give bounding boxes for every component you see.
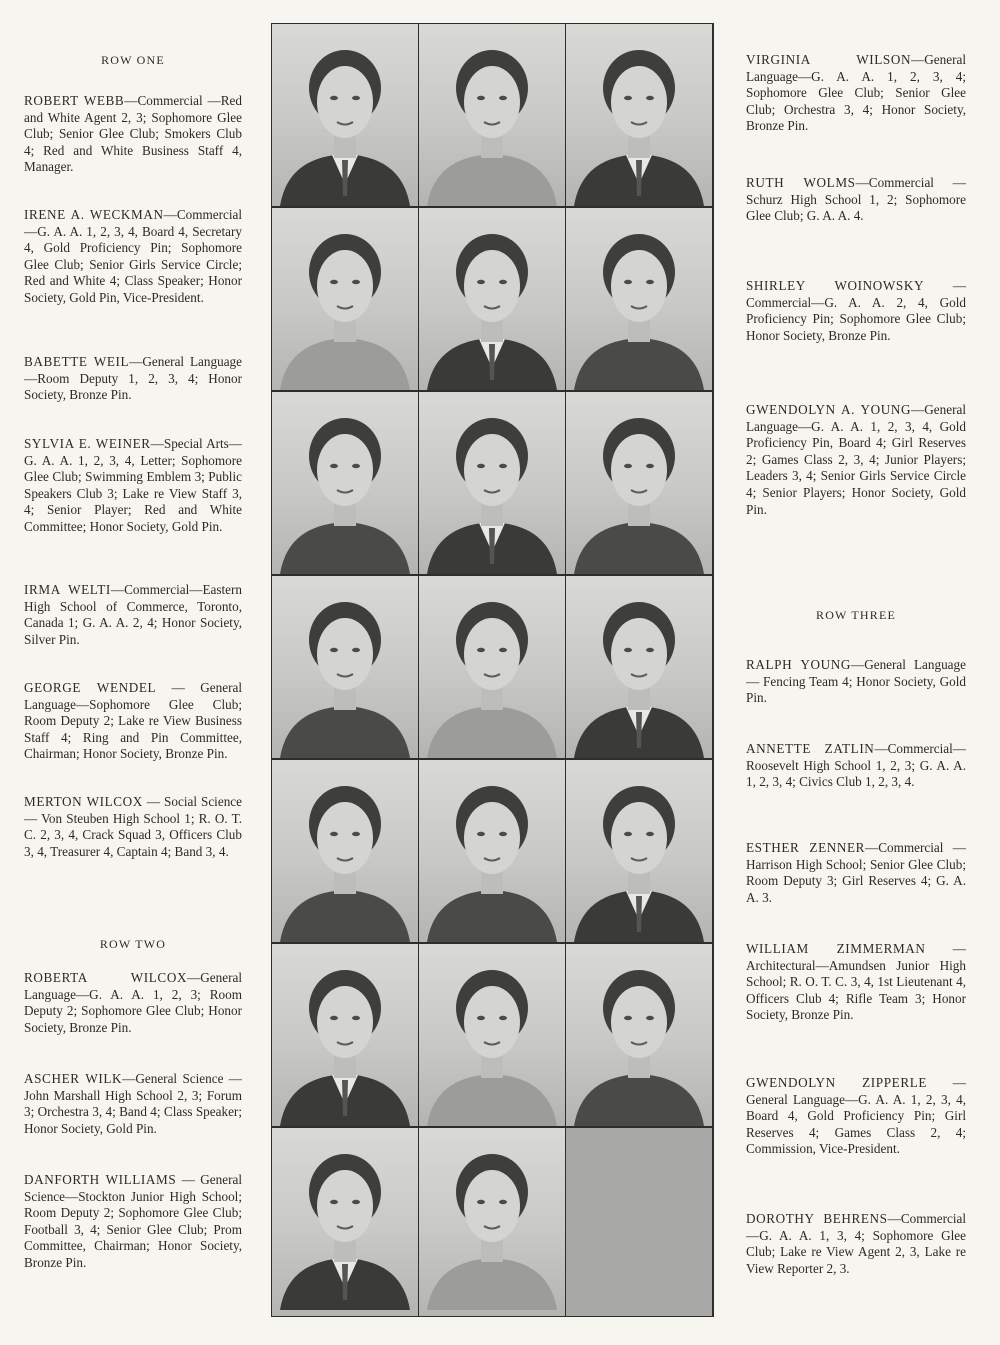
- student-bio: —General Language — Fencing Team 4; Honor Society, Gold Pin.: [746, 657, 966, 706]
- student-name: GEORGE WENDEL: [24, 680, 157, 695]
- portrait-eye: [646, 464, 654, 468]
- portrait-silhouette: [272, 24, 418, 206]
- student-name: SHIRLEY WOINOWSKY: [746, 278, 925, 293]
- portrait-eye: [352, 1016, 360, 1020]
- bio-entry: [24, 970, 242, 1036]
- student-name: BABETTE WEIL: [24, 354, 130, 369]
- student-name: GWENDOLYN ZIPPERLE: [746, 1075, 928, 1090]
- portrait-body: [574, 338, 704, 390]
- portrait-tie: [342, 1080, 348, 1116]
- portrait-eye: [624, 280, 632, 284]
- portrait-eye: [330, 1016, 338, 1020]
- portrait-eye: [352, 832, 360, 836]
- portrait-silhouette: [419, 24, 565, 206]
- student-name: DOROTHY BEHRENS: [746, 1211, 888, 1226]
- portrait-silhouette: [566, 392, 712, 574]
- portrait-tie: [342, 1264, 348, 1300]
- student-bio: — Commercial—G. A. A. 2, 4, Gold Proficiency Pin; Sophomore Glee Club; Honor Society, Bronze Pin.: [746, 278, 967, 343]
- portrait-eye: [352, 1200, 360, 1204]
- portrait-eye: [499, 464, 507, 468]
- bio-entry: [24, 1172, 242, 1272]
- portrait-body: [280, 338, 410, 390]
- portrait-eye: [499, 648, 507, 652]
- portrait-body: [427, 706, 557, 758]
- portrait-eye: [646, 96, 654, 100]
- bio-entry: [746, 657, 966, 707]
- portrait-photo: [566, 208, 712, 390]
- student-name: RALPH YOUNG: [746, 657, 852, 672]
- portrait-photo: [272, 576, 418, 758]
- portrait-face: [464, 802, 520, 874]
- portrait-body: [427, 1258, 557, 1310]
- bio-entry: [24, 207, 242, 307]
- student-bio: —Commercial—Eastern High School of Commerce, Toronto, Canada 1; G. A. A. 2, 4; Honor Society, Silver Pin.: [24, 582, 242, 647]
- student-bio: — Social Science — Von Steuben High School 1; R. O. T. C. 2, 3, 4, Crack Squad 3, Officers Club 3, 4, Treasurer 4, Captain 4; Band 3, 4.: [24, 794, 242, 859]
- portrait-photo: [419, 576, 565, 758]
- portrait-photo: [419, 944, 565, 1126]
- bio-entry: [24, 794, 242, 860]
- portrait-eye: [477, 1016, 485, 1020]
- portrait-eye: [646, 280, 654, 284]
- portrait-tie: [342, 160, 348, 196]
- portrait-tie: [489, 528, 495, 564]
- portrait-eye: [330, 280, 338, 284]
- student-name: WILLIAM ZIMMERMAN: [746, 941, 926, 956]
- portrait-face: [611, 434, 667, 506]
- portrait-eye: [477, 96, 485, 100]
- portrait-photo: [566, 760, 712, 942]
- portrait-face: [611, 66, 667, 138]
- student-bio: — General Language—Sophomore Glee Club; Room Deputy 2; Lake re View Business Staff 4; Ring and Pin Committee, Chairman; Honor Society, Bronze Pin.: [24, 680, 243, 762]
- row-two-heading: ROW TWO: [99, 937, 167, 951]
- portrait-eye: [352, 280, 360, 284]
- portrait-face: [611, 250, 667, 322]
- student-name: SYLVIA E. WEINER: [24, 436, 151, 451]
- portrait-silhouette: [566, 576, 712, 758]
- portrait-face: [317, 434, 373, 506]
- portrait-eye: [624, 96, 632, 100]
- empty-photo-slot: [566, 1128, 712, 1316]
- portrait-eye: [477, 648, 485, 652]
- portrait-face: [317, 802, 373, 874]
- bio-entry: [746, 278, 966, 344]
- portrait-face: [317, 66, 373, 138]
- portrait-photo: [419, 208, 565, 390]
- student-name: ROBERTA WILCOX: [24, 970, 188, 985]
- portrait-face: [317, 618, 373, 690]
- portrait-silhouette: [419, 576, 565, 758]
- portrait-face: [464, 434, 520, 506]
- portrait-photo: [566, 944, 712, 1126]
- student-bio: —General Language—G. A. A. 1, 2, 3, 4; Sophomore Glee Club; Senior Glee Club; Orchestra 3, 4; Honor Society, Bronze Pin.: [746, 52, 966, 134]
- portrait-face: [464, 1170, 520, 1242]
- student-bio: —General Language—G. A. A. 1, 2, 3; Room Deputy 2; Sophomore Glee Club; Honor Society, Bronze Pin.: [24, 970, 242, 1035]
- portrait-photo: [566, 392, 712, 574]
- portrait-silhouette: [272, 576, 418, 758]
- portrait-photo: [566, 24, 712, 206]
- portrait-silhouette: [272, 392, 418, 574]
- portrait-face: [317, 986, 373, 1058]
- bio-entry: [24, 1071, 242, 1137]
- bio-entry: [24, 93, 242, 176]
- portrait-eye: [499, 1200, 507, 1204]
- portrait-eye: [499, 832, 507, 836]
- portrait-photo: [419, 760, 565, 942]
- portrait-photo: [566, 576, 712, 758]
- portrait-face: [611, 986, 667, 1058]
- student-name: IRENE A. WECKMAN: [24, 207, 164, 222]
- portrait-eye: [624, 648, 632, 652]
- portrait-face: [464, 250, 520, 322]
- student-name: DANFORTH WILLIAMS: [24, 1172, 177, 1187]
- portrait-eye: [499, 96, 507, 100]
- portrait-silhouette: [566, 760, 712, 942]
- portrait-body: [427, 890, 557, 942]
- bio-entry: [24, 680, 242, 763]
- bio-entry: [24, 436, 242, 536]
- student-name: ROBERT WEBB: [24, 93, 125, 108]
- portrait-photo: [272, 1128, 418, 1316]
- portrait-body: [280, 890, 410, 942]
- portrait-body: [574, 1074, 704, 1126]
- student-bio: —General Language—Room Deputy 1, 2, 3, 4; Honor Society, Bronze Pin.: [24, 354, 242, 403]
- portrait-silhouette: [272, 1128, 418, 1310]
- portrait-face: [317, 250, 373, 322]
- student-name: GWENDOLYN A. YOUNG: [746, 402, 912, 417]
- portrait-eye: [352, 648, 360, 652]
- student-bio: —Commercial — Harrison High School; Senior Glee Club; Room Deputy 3; Girl Reserves 4; G. A. A. 3.: [746, 840, 966, 905]
- portrait-tie: [636, 712, 642, 748]
- row-three-heading: ROW THREE: [815, 608, 897, 622]
- portrait-face: [464, 618, 520, 690]
- bio-entry: [746, 52, 966, 135]
- portrait-eye: [477, 832, 485, 836]
- portrait-eye: [624, 832, 632, 836]
- student-bio: —Commercial—Roosevelt High School 1, 2, 3; G. A. A. 1, 2, 3, 4; Civics Club 1, 2, 3, 4.: [746, 741, 966, 790]
- portrait-eye: [477, 1200, 485, 1204]
- portrait-eye: [499, 280, 507, 284]
- portrait-eye: [330, 832, 338, 836]
- portrait-tie: [636, 896, 642, 932]
- portrait-body: [280, 522, 410, 574]
- portrait-eye: [646, 832, 654, 836]
- bio-entry: [24, 354, 242, 404]
- student-bio: —Commercial —Schurz High School 1, 2; Sophomore Glee Club; G. A. A. 4.: [746, 175, 966, 224]
- portrait-tie: [636, 160, 642, 196]
- student-bio: — General Language—G. A. A. 1, 2, 3, 4, Board 4, Gold Proficiency Pin; Girl Reserves 4; Games Class 2, 4; Commission, Vice-President.: [746, 1075, 966, 1157]
- bio-entry: [746, 402, 966, 518]
- portrait-eye: [646, 1016, 654, 1020]
- student-name: ESTHER ZENNER: [746, 840, 866, 855]
- portrait-eye: [330, 1200, 338, 1204]
- student-name: ANNETTE ZATLIN: [746, 741, 875, 756]
- student-bio: —Commercial —Red and White Agent 2, 3; Sophomore Glee Club; Senior Glee Club; Smokers Club 4; Red and White Business Staff 4, Manager.: [24, 93, 242, 175]
- bio-entry: [746, 175, 966, 225]
- portrait-silhouette: [272, 208, 418, 390]
- portrait-silhouette: [566, 944, 712, 1126]
- row-one-heading: ROW ONE: [101, 53, 165, 67]
- portrait-photo: [419, 24, 565, 206]
- portrait-eye: [624, 1016, 632, 1020]
- student-name: RUTH WOLMS: [746, 175, 856, 190]
- portrait-eye: [330, 464, 338, 468]
- portrait-face: [464, 986, 520, 1058]
- portrait-photo: [272, 24, 418, 206]
- student-bio: — Architectural—Amundsen Junior High School; R. O. T. C. 3, 4, 1st Lieutenant 4, Officers Club 4; Rifle Team 3; Honor Society, Bronze Pin.: [746, 941, 966, 1023]
- portrait-body: [427, 1074, 557, 1126]
- portrait-face: [611, 618, 667, 690]
- student-name: VIRGINIA WILSON: [746, 52, 912, 67]
- bio-entry: [746, 1075, 966, 1158]
- bio-entry: [24, 582, 242, 648]
- portrait-eye: [499, 1016, 507, 1020]
- student-bio: — General Science—Stockton Junior High School; Room Deputy 2; Sophomore Glee Club; Football 3, 4; Senior Glee Club; Prom Committee, Chairman; Honor Society, Bronze Pin.: [24, 1172, 242, 1270]
- portrait-eye: [646, 648, 654, 652]
- portrait-silhouette: [566, 24, 712, 206]
- portrait-silhouette: [419, 392, 565, 574]
- portrait-eye: [477, 464, 485, 468]
- portrait-grid: [271, 23, 714, 1317]
- portrait-face: [317, 1170, 373, 1242]
- student-name: IRMA WELTI: [24, 582, 111, 597]
- portrait-face: [464, 66, 520, 138]
- portrait-eye: [477, 280, 485, 284]
- student-bio: —Commercial—G. A. A. 1, 3, 4; Sophomore Glee Club; Lake re View Agent 2, 3, Lake re View Reporter 2, 3.: [746, 1211, 966, 1276]
- portrait-photo: [272, 944, 418, 1126]
- portrait-eye: [624, 464, 632, 468]
- portrait-silhouette: [566, 208, 712, 390]
- portrait-photo: [419, 392, 565, 574]
- portrait-silhouette: [419, 208, 565, 390]
- portrait-silhouette: [272, 760, 418, 942]
- portrait-body: [280, 706, 410, 758]
- portrait-silhouette: [272, 944, 418, 1126]
- portrait-eye: [352, 464, 360, 468]
- bio-entry: [746, 840, 966, 906]
- portrait-eye: [330, 96, 338, 100]
- bio-entry: [746, 741, 966, 791]
- portrait-eye: [330, 648, 338, 652]
- portrait-silhouette: [419, 1128, 565, 1310]
- portrait-tie: [489, 344, 495, 380]
- bio-entry: [746, 941, 966, 1024]
- bio-entry: [746, 1211, 966, 1277]
- portrait-photo: [419, 1128, 565, 1316]
- portrait-body: [427, 154, 557, 206]
- portrait-silhouette: [419, 760, 565, 942]
- portrait-photo: [272, 760, 418, 942]
- student-bio: —General Language—G. A. A. 1, 2, 3, 4, Gold Proficiency Pin, Board 4; Girl Reserves 2; Games Class 2, 3, 4; Junior Players; Leaders 3, 4; Senior Girls Service Circle 4; Senior Players; Honor Society, Gold Pin.: [746, 402, 966, 517]
- portrait-body: [574, 522, 704, 574]
- portrait-silhouette: [419, 944, 565, 1126]
- student-name: MERTON WILCOX: [24, 794, 143, 809]
- portrait-eye: [352, 96, 360, 100]
- portrait-photo: [272, 208, 418, 390]
- student-bio: —Special Arts—G. A. A. 1, 2, 3, 4, Letter; Sophomore Glee Club; Swimming Emblem 3; Public Speakers Club 3; Lake re View Staff 3, 4; Senior Player; Red and White Committee; Honor Society, Gold Pin.: [24, 436, 242, 534]
- student-name: ASCHER WILK: [24, 1071, 123, 1086]
- student-bio: —General Science — John Marshall High School 2, 3; Forum 3; Orchestra 3, 4; Band 4; Class Speaker; Honor Society, Gold Pin.: [24, 1071, 242, 1136]
- student-bio: —Commercial—G. A. A. 1, 2, 3, 4, Board 4, Secretary 4, Gold Proficiency Pin; Sophomore Glee Club; Senior Girls Service Circle; Red and White 4; Class Speaker; Honor Society, Gold Pin, Vice-President.: [24, 207, 242, 305]
- portrait-face: [611, 802, 667, 874]
- portrait-photo: [272, 392, 418, 574]
